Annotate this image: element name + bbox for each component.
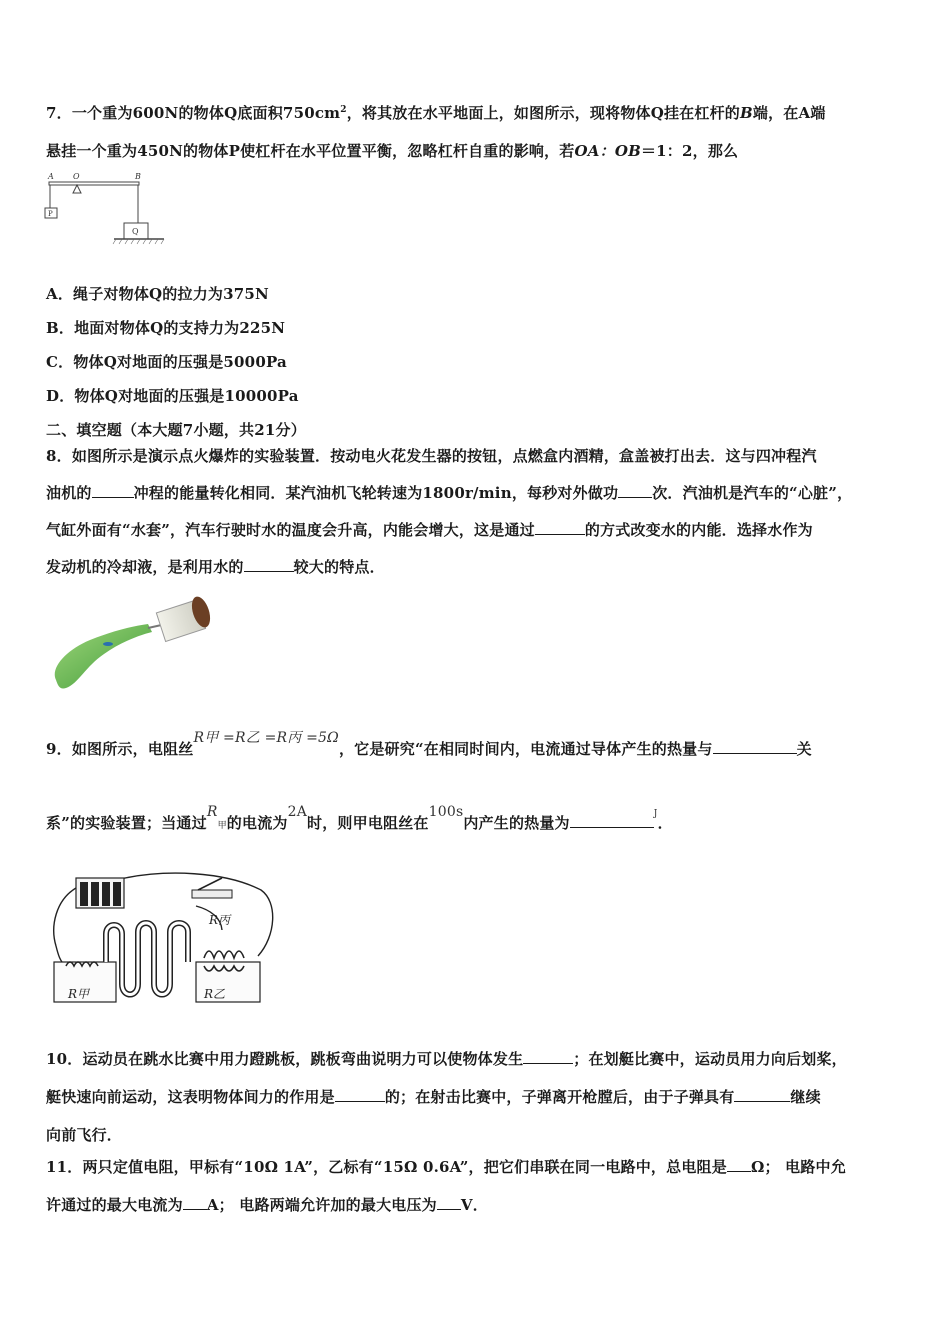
section-title: 二、填空题（本大题7小题，共21分） bbox=[46, 421, 306, 439]
q8-line1: 8．如图所示是演示点火爆炸的实验装置．按动电火花发生器的按钮，点燃盒内酒精，盒盖被打出去．这与四冲程汽 bbox=[46, 447, 817, 465]
spark-generator bbox=[55, 624, 152, 689]
lever-bar bbox=[49, 182, 139, 185]
q10-line2: 艇快速向前运动，这表明物体间力的作用是 的；在射击比赛中，子弹离开枪膛后，由于子弹具有 继续 bbox=[46, 1088, 821, 1106]
q8-blank-2[interactable] bbox=[618, 483, 652, 498]
q8-line3: 气缸外面有“水套”，汽车行驶时水的温度会升高，内能会增大，这是通过 的方式改变水的内能．选择水作为 bbox=[46, 521, 813, 539]
q11-blank-1[interactable] bbox=[727, 1157, 751, 1172]
label-r-yi: R乙 bbox=[204, 987, 226, 1001]
q7-line1: 7．一个重为600N的物体Q底面积$750cm^2$，将其放在水平地面上，如图所示，现将物体Q挂在杠杆的B端，在A端 bbox=[46, 104, 826, 122]
label-r-jia: R甲 bbox=[68, 987, 90, 1001]
q9-blank-2[interactable] bbox=[570, 813, 654, 828]
q7-line2: 悬挂一个重为450N的物体P使杠杆在水平位置平衡，忽略杠杆自重的影响，若OA：OB＝1：2，那么 bbox=[46, 142, 739, 160]
fulcrum bbox=[73, 185, 81, 193]
q8-blank-3[interactable] bbox=[535, 520, 585, 535]
q10-blank-2[interactable] bbox=[335, 1087, 385, 1102]
time-value: 100s bbox=[428, 804, 464, 820]
q11-blank-2[interactable] bbox=[183, 1195, 207, 1210]
q8-blank-1[interactable] bbox=[92, 483, 134, 498]
q9-line1: 9．如图所示，电阻丝R甲 =R乙 =R丙 =5Ω，它是研究“在相同时间内，电流通过导体产生的热量与 关 bbox=[46, 730, 812, 758]
label-r-bing: R丙 bbox=[209, 913, 231, 927]
q8-line4: 发动机的冷却液，是利用水的 较大的特点． bbox=[46, 558, 385, 576]
q7-option-c[interactable]: C．物体Q对地面的压强是5000Pa bbox=[46, 353, 287, 371]
q10-line1: 10．运动员在跳水比赛中用力蹬跳板，跳板弯曲说明力可以使物体发生 ；在划艇比赛中，运动员用力向后划桨， bbox=[46, 1050, 847, 1068]
switch[interactable] bbox=[192, 878, 232, 898]
q7-option-a[interactable]: A．绳子对物体Q的拉力为375N bbox=[46, 285, 269, 303]
q10-blank-3[interactable] bbox=[734, 1087, 790, 1102]
q11-line1: 11．两只定值电阻，甲标有“10Ω 1A”，乙标有“15Ω 0.6A”，把它们串联在同一电路中，总电阻是 Ω； 电路中允 bbox=[46, 1158, 846, 1176]
q10-blank-1[interactable] bbox=[523, 1049, 573, 1064]
battery bbox=[76, 878, 124, 908]
lever-figure bbox=[40, 168, 175, 248]
q9-line2: 系”的实验装置；当通过R甲的电流为2A时，则甲电阻丝在100s内产生的热量为 $^J$． bbox=[46, 804, 673, 832]
u-tube-manometer bbox=[106, 923, 188, 995]
lever-label-b: B bbox=[135, 172, 141, 181]
q11-blank-3[interactable] bbox=[437, 1195, 461, 1210]
q7-number: 7． bbox=[46, 104, 72, 122]
lever-label-o: O bbox=[73, 172, 80, 181]
q9-blank-1[interactable] bbox=[713, 739, 797, 754]
joule-heating-circuit-figure bbox=[46, 866, 280, 1010]
q8-line2: 油机的 冲程的能量转化相同．某汽油机飞轮转速为1800r/min，每秒对外做功 次．汽油机是汽车的“心脏”， bbox=[46, 484, 853, 502]
resistance-formula: R甲 =R乙 =R丙 =5Ω bbox=[193, 730, 339, 746]
q10-line3: 向前飞行． bbox=[46, 1126, 123, 1144]
lever-label-a: A bbox=[48, 172, 54, 181]
ignition-device-figure bbox=[48, 588, 216, 698]
q11-line2: 许通过的最大电流为 A； 电路两端允许加的最大电压为 V． bbox=[46, 1196, 488, 1214]
q7-option-d[interactable]: D．物体Q对地面的压强是10000Pa bbox=[46, 387, 299, 405]
svg-text:P: P bbox=[48, 210, 53, 218]
svg-text:Q: Q bbox=[132, 227, 139, 236]
q8-blank-4[interactable] bbox=[244, 557, 294, 572]
q7-option-b[interactable]: B．地面对物体Q的支持力为225N bbox=[46, 319, 286, 337]
current-value: 2A bbox=[287, 804, 308, 820]
